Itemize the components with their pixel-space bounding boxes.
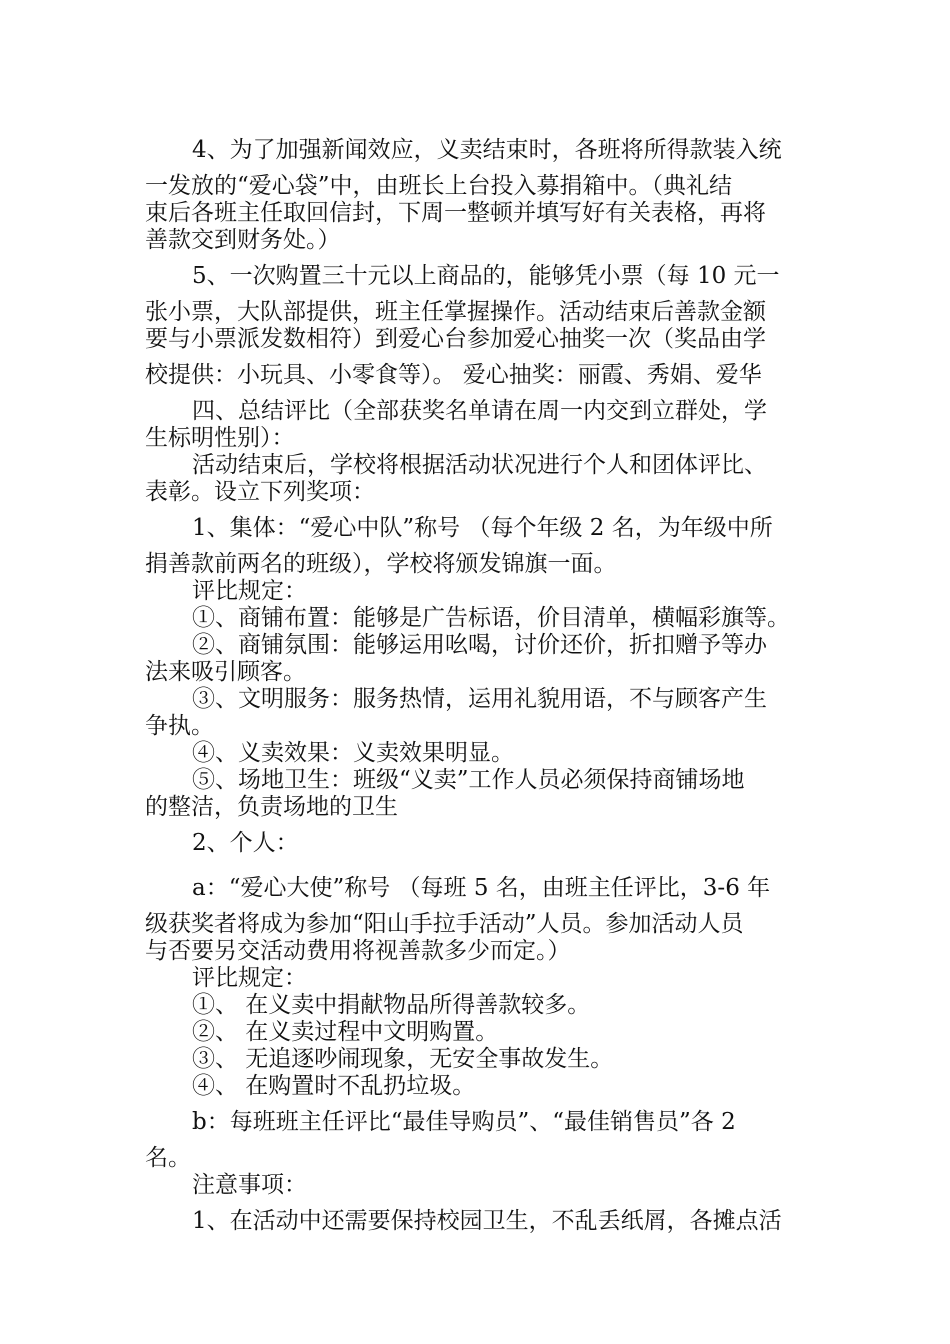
text-line: ②、 在义卖过程中文明购置。 [192,1019,499,1045]
text-line: ④、 在购置时不乱扔垃圾。 [192,1073,476,1099]
text-line: 争执。 [145,713,214,739]
text-line: 4、为了加强新闻效应，义卖结束时，各班将所得款装入统 [192,137,782,163]
text-line: 评比规定： [192,965,307,991]
text-line: 名。 [145,1145,191,1171]
text-line: ①、 在义卖中捐献物品所得善款较多。 [192,992,591,1018]
text-line: ③、文明服务：服务热情，运用礼貌用语，不与顾客产生 [192,686,767,712]
text-line: 评比规定： [192,578,307,604]
text-line: 注意事项： [192,1172,307,1198]
text-line: 法来吸引顾客。 [145,659,306,685]
text-line: 的整洁，负责场地的卫生 [145,794,398,820]
text-line: 四、总结评比（全部获奖名单请在周一内交到立群处，学 [192,398,767,424]
text-line: ③、 无追逐吵闹现象，无安全事故发生。 [192,1046,614,1072]
text-line: 束后各班主任取回信封，下周一整顿并填写好有关表格，再将 [145,200,766,226]
text-line: ④、义卖效果：义卖效果明显。 [192,740,514,766]
text-line: b：每班班主任评比“最佳导购员”、“最佳销售员”各 2 [192,1109,736,1135]
text-line: 1、在活动中还需要保持校园卫生，不乱丢纸屑，各摊点活 [192,1208,782,1234]
text-line: 张小票，大队部提供，班主任掌握操作。活动结束后善款金额 [145,299,766,325]
text-line: ①、商铺布置：能够是广告标语，价目清单，横幅彩旗等。 [192,605,790,631]
text-line: 捐善款前两名的班级），学校将颁发锦旗一面。 [145,551,617,577]
text-line: 校提供：小玩具、小零食等）。 爱心抽奖：丽霞、秀娟、爱华 [145,362,762,388]
text-line: ②、商铺氛围：能够运用吆喝，讨价还价，折扣赠予等办 [192,632,767,658]
text-line: a：“爱心大使”称号 （每班 5 名，由班主任评比，3-6 年 [192,875,771,901]
text-line: 与否要另交活动费用将视善款多少而定。） [145,938,571,964]
text-line: 善款交到财务处。） [145,227,341,253]
text-line: 1、集体：“爱心中队”称号 （每个年级 2 名，为年级中所 [192,515,773,541]
text-line: 2、个人： [192,830,299,856]
text-line: 活动结束后，学校将根据活动状况进行个人和团体评比、 [192,452,767,478]
text-line: 级获奖者将成为参加“阳山手拉手活动”人员。参加活动人员 [145,911,744,937]
text-line: 5、一次购置三十元以上商品的，能够凭小票（每 10 元一 [192,263,780,289]
text-line: 生标明性别）： [145,425,295,451]
text-line: 一发放的“爱心袋”中，由班长上台投入募捐箱中。（典礼结 [145,173,733,199]
text-line: ⑤、场地卫生：班级“义卖”工作人员必须保持商铺场地 [192,767,745,793]
text-line: 要与小票派发数相符）到爱心台参加爱心抽奖一次（奖品由学 [145,326,766,352]
text-line: 表彰。设立下列奖项： [145,479,375,505]
